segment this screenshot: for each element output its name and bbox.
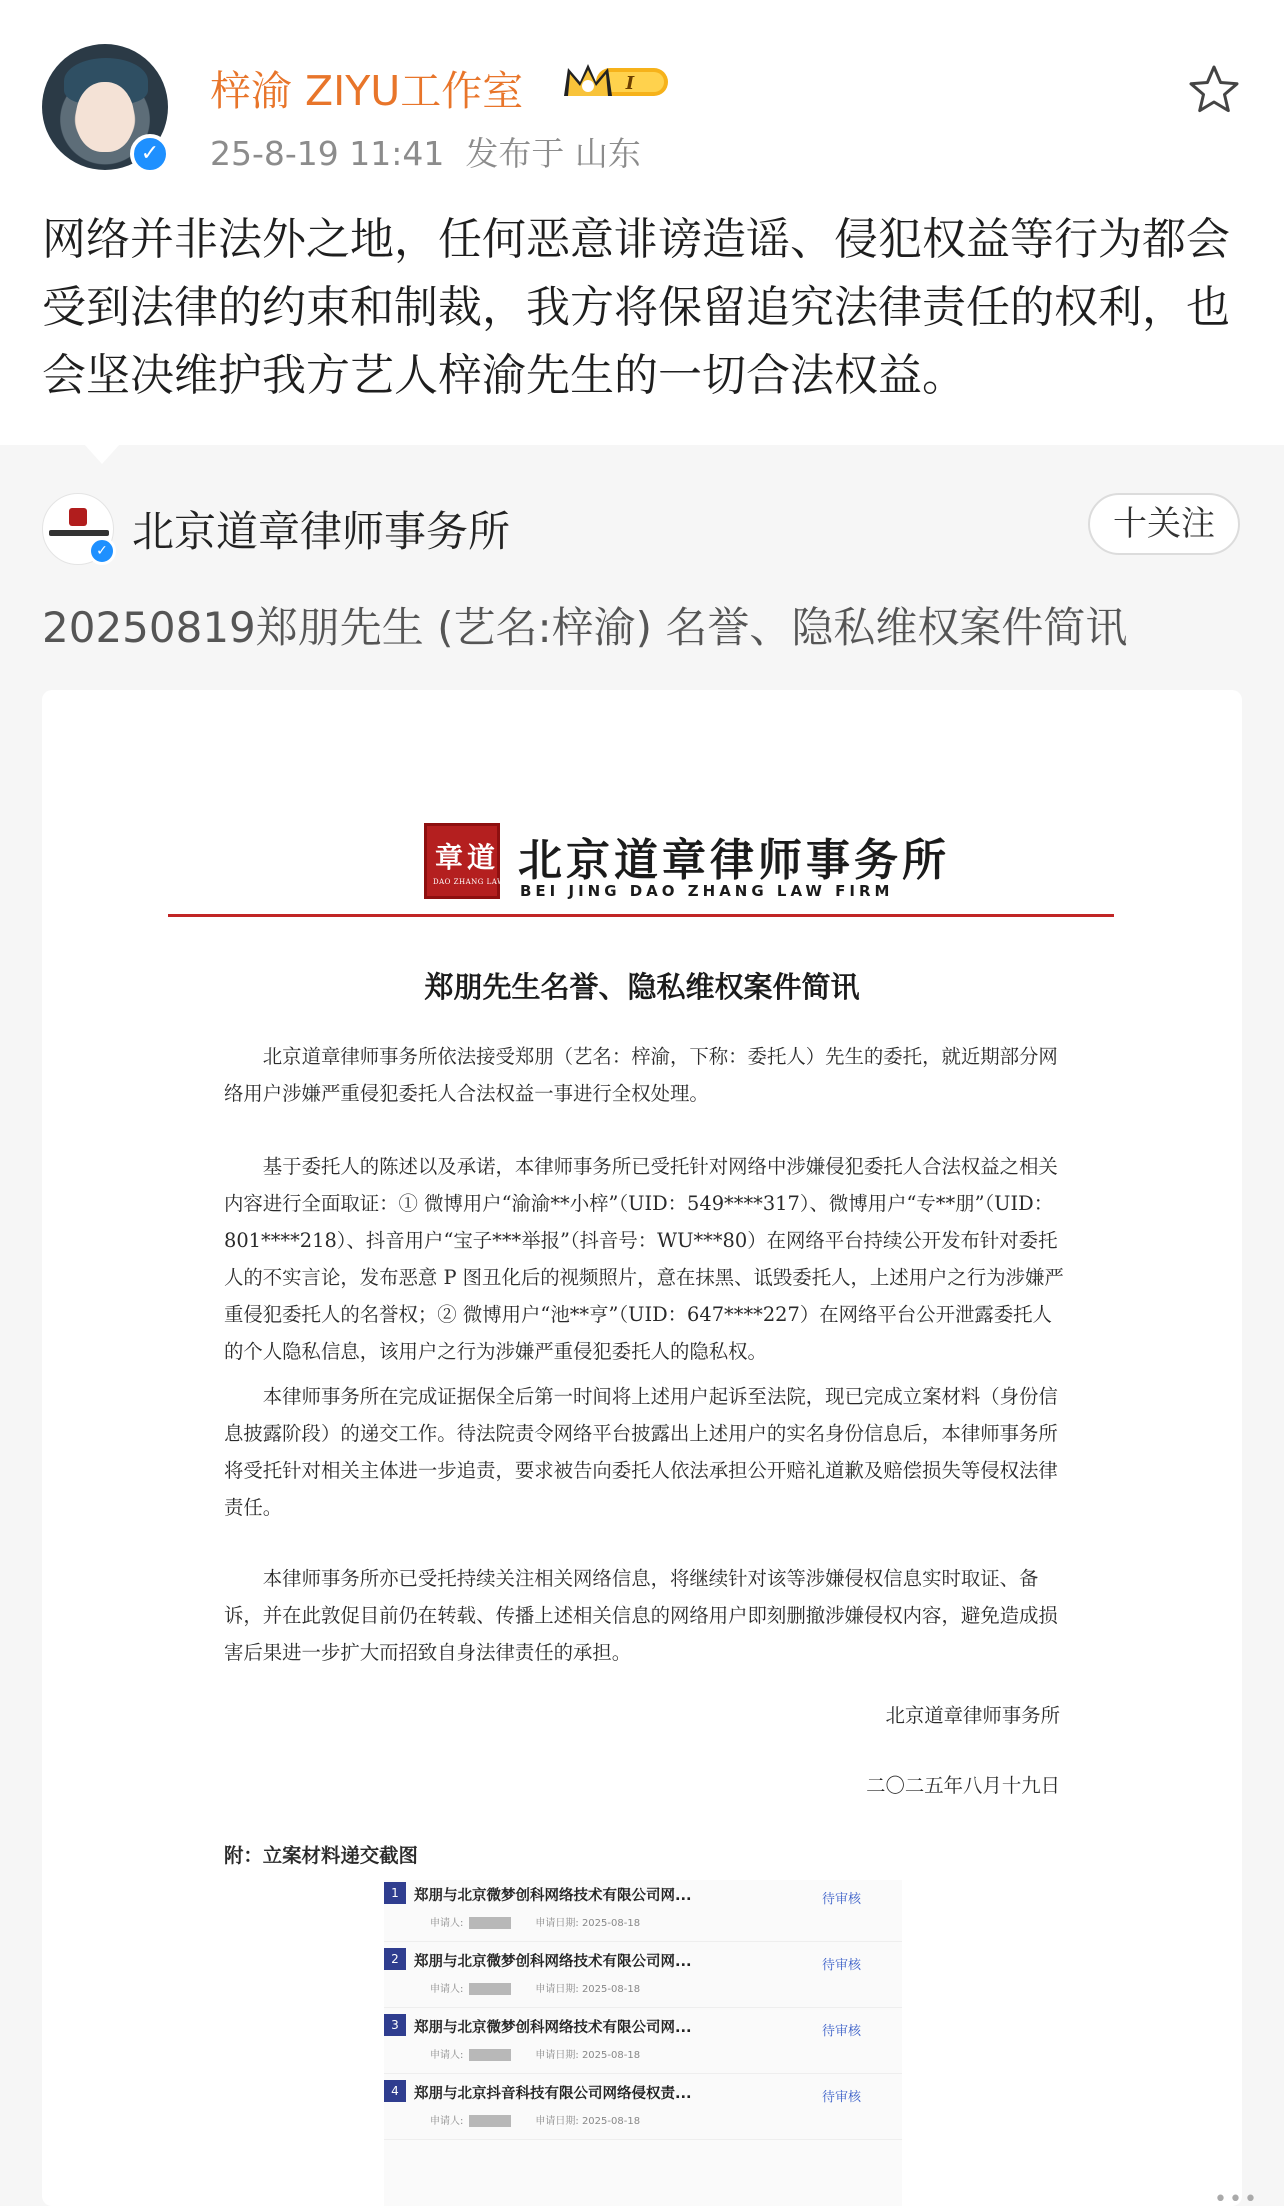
- date-label: 申请日期:: [535, 1918, 579, 1929]
- date-label: 申请日期:: [535, 2050, 579, 2061]
- case-sub: [430, 2046, 640, 2061]
- case-date: 2025-08-18: [581, 1984, 641, 1995]
- firm-seal-logo: [424, 823, 530, 899]
- star-icon[interactable]: [1186, 62, 1242, 118]
- repost-card[interactable]: [0, 445, 1284, 2206]
- document-paragraph: 本律师事务所在完成证据保全后第一时间将上述用户起诉至法院，现已完成立案材料（身份信息披露阶段）的递交工作。待法院责令网络平台披露出上述用户的实名身份信息后，本律师事务所将受托针对相关主体进一步追责，要求被告向委托人依法承担公开赔礼道歉及赔偿损失等侵权法律责任。: [224, 1385, 1058, 1519]
- date-label: 申请日期:: [535, 2116, 579, 2127]
- username[interactable]: 梓渝 ZIYU工作室: [210, 67, 524, 115]
- case-sub: [430, 1914, 640, 1929]
- case-status: 待审核: [822, 1892, 862, 1907]
- timestamp: 25-8-19 11:41: [210, 134, 445, 173]
- case-status: 待审核: [822, 2024, 862, 2039]
- case-row: [384, 2012, 902, 2074]
- case-row: [384, 1946, 902, 2008]
- case-title: 郑朋与北京微梦创科网络技术有限公司网...: [414, 2020, 692, 2036]
- case-number: 2: [384, 1948, 406, 1970]
- repost-title[interactable]: 20250819郑朋先生 (艺名:梓渝) 名誉、隐私维权案件简讯: [42, 603, 1128, 652]
- applicant-redacted: [469, 1983, 511, 1995]
- case-list: [384, 1880, 902, 2206]
- case-number: 1: [384, 1882, 406, 1904]
- case-status: 待审核: [822, 1958, 862, 1973]
- applicant-label: 申请人:: [430, 2116, 464, 2127]
- applicant-redacted: [469, 1917, 511, 1929]
- post-text: 网络并非法外之地，任何恶意诽谤造谣、侵犯权益等行为都会受到法律的约束和制裁，我方将保留追究法律责任的权利，也会坚决维护我方艺人梓渝先生的一切合法权益。: [42, 214, 1230, 401]
- firm-name-cn: 北京道章律师事务所: [518, 835, 950, 886]
- more-dots-icon[interactable]: •••: [1214, 2187, 1259, 2206]
- firm-name-en: BEI JING DAO ZHANG LAW FIRM: [520, 882, 894, 900]
- applicant-redacted: [469, 2115, 511, 2127]
- seal-char-1: 章: [435, 841, 464, 874]
- verified-icon: ✓: [88, 537, 116, 565]
- follow-button[interactable]: 十关注: [1088, 493, 1240, 555]
- applicant-label: 申请人:: [430, 1918, 464, 1929]
- post-meta: [210, 128, 641, 175]
- repost-author[interactable]: 北京道章律师事务所: [132, 507, 511, 556]
- repost-notch: [84, 444, 120, 464]
- date-label: 申请日期:: [535, 1984, 579, 1995]
- case-date: 2025-08-18: [581, 2050, 641, 2061]
- case-sub: [430, 1980, 640, 1995]
- case-date: 2025-08-18: [581, 2116, 641, 2127]
- case-title: 郑朋与北京微梦创科网络技术有限公司网...: [414, 1954, 692, 1970]
- applicant-label: 申请人:: [430, 2050, 464, 2061]
- avatar-logotext: [49, 530, 109, 536]
- document-date: 二〇二五年八月十九日: [866, 1774, 1060, 1797]
- attachment-label: 附：立案材料递交截图: [224, 1844, 418, 1867]
- case-row: [384, 1880, 902, 1942]
- avatar-face: [76, 82, 134, 152]
- document-title: 郑朋先生名誉、隐私维权案件简讯: [424, 970, 860, 1004]
- document-paragraph: 北京道章律师事务所依法接受郑朋（艺名：梓渝，下称：委托人）先生的委托，就近期部分网络用户涉嫌严重侵犯委托人合法权益一事进行全权处理。: [224, 1045, 1058, 1105]
- case-title: 郑朋与北京抖音科技有限公司网络侵权责...: [414, 2086, 692, 2102]
- weibo-post: [0, 0, 1284, 445]
- badge-label: I: [625, 73, 635, 94]
- case-title: 郑朋与北京微梦创科网络技术有限公司网...: [414, 1888, 692, 1904]
- document-paragraph: 基于委托人的陈述以及承诺，本律师事务所已受托针对网络中涉嫌侵犯委托人合法权益之相关内容进行全面取证：① 微博用户“渝渝**小梓”（UID：549****317）、微博用户“专**朋”（UID：801****218）、抖音用户“宝子***举报”（抖音号：WU***80）在网络平台持续公开发布针对委托人的不实言论，发布恶意 P 图丑化后的视频照片，意在抹黑、诋毁委托人，上述用户之行为涉嫌严重侵犯委托人的名誉权；② 微博用户“池**亨”（UID：647****227）在网络平台公开泄露委托人的个人隐私信息，该用户之行为涉嫌严重侵犯委托人的隐私权。: [224, 1155, 1064, 1363]
- seal-en: DAO ZHANG LAW FIRM: [433, 878, 530, 886]
- case-status: 待审核: [822, 2090, 862, 2105]
- location: 发布于 山东: [465, 134, 641, 173]
- case-number: 4: [384, 2080, 406, 2102]
- case-sub: [430, 2112, 640, 2127]
- case-number: 3: [384, 2014, 406, 2036]
- applicant-label: 申请人:: [430, 1984, 464, 1995]
- case-date: 2025-08-18: [581, 1918, 641, 1929]
- document-image[interactable]: [42, 690, 1242, 2206]
- crown-badge-icon[interactable]: [560, 58, 672, 104]
- document-paragraph: 本律师事务所亦已受托持续关注相关网络信息，将继续针对该等涉嫌侵权信息实时取证、备诉，并在此敦促目前仍在转载、传播上述相关信息的网络用户即刻删撤涉嫌侵权内容，避免造成损害后果进一步扩大而招致自身法律责任的承担。: [224, 1567, 1058, 1664]
- applicant-redacted: [469, 2049, 511, 2061]
- avatar-seal: [69, 508, 87, 526]
- document-signature: 北京道章律师事务所: [885, 1704, 1060, 1727]
- letterhead-rule: [168, 914, 1114, 917]
- case-row: [384, 2078, 902, 2140]
- seal-char-2: 道: [467, 841, 496, 874]
- verified-icon: ✓: [130, 134, 170, 174]
